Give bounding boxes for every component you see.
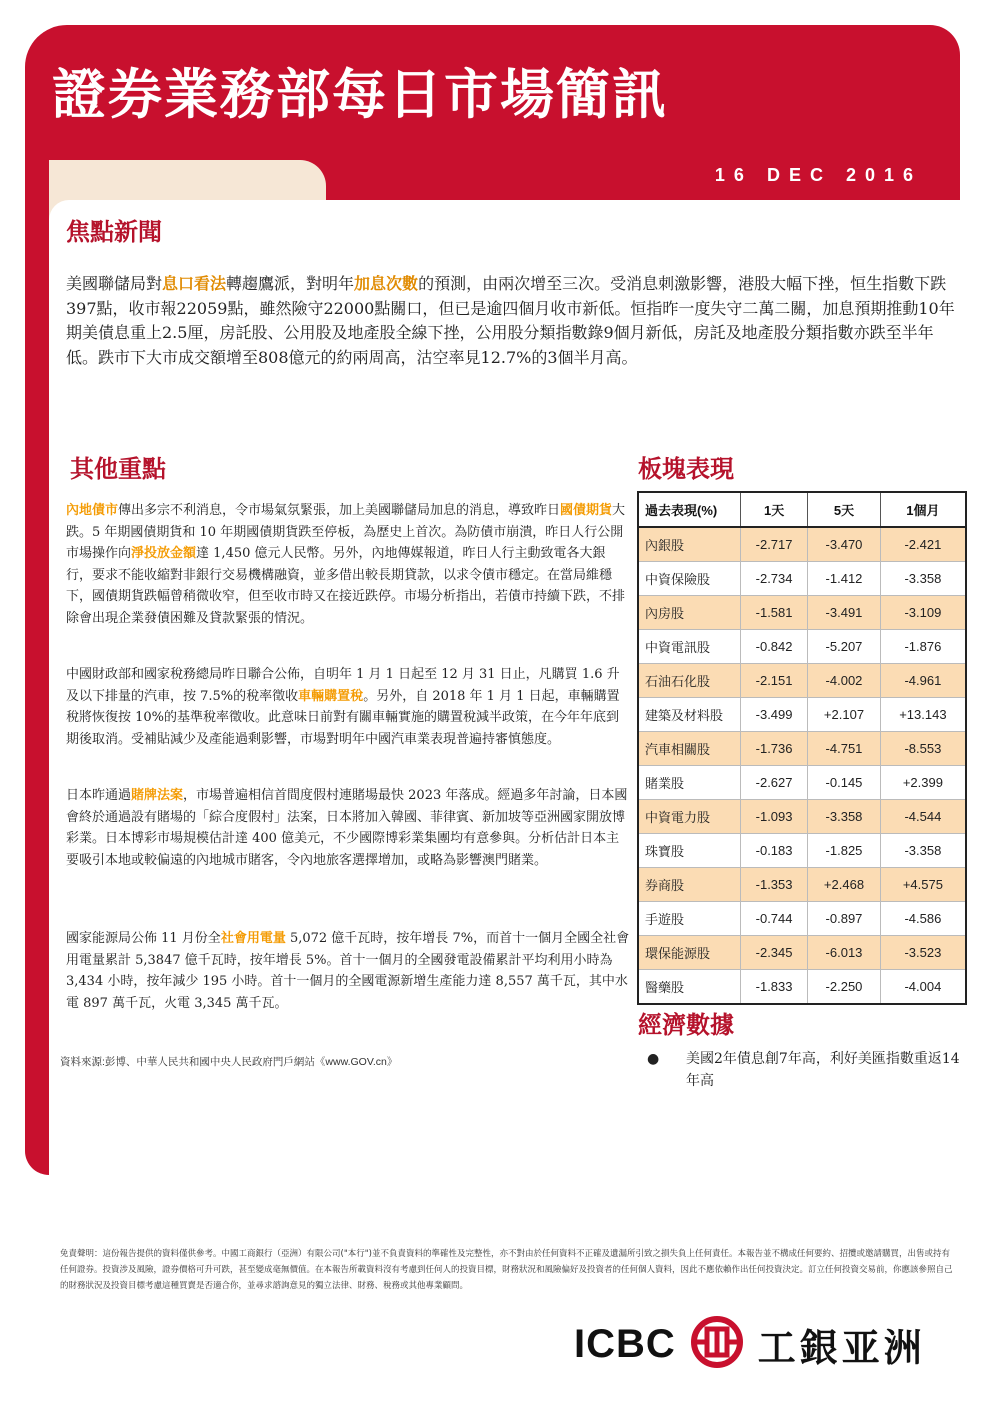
sector-name-cell: 內房股 <box>638 596 741 630</box>
performance-cell: +4.575 <box>880 868 966 902</box>
performance-cell: +2.107 <box>808 698 881 732</box>
performance-cell: +13.143 <box>880 698 966 732</box>
list-item <box>647 1048 967 1092</box>
report-date: 16 DEC 2016 <box>714 165 922 185</box>
performance-cell: -5.207 <box>808 630 881 664</box>
icbc-emblem-icon <box>690 1315 744 1373</box>
performance-cell: -2.717 <box>741 527 808 562</box>
performance-cell: -1.093 <box>741 800 808 834</box>
performance-cell: -2.250 <box>808 970 881 1005</box>
performance-cell: -1.581 <box>741 596 808 630</box>
table-row <box>638 664 966 698</box>
sector-name-cell: 中資電力股 <box>638 800 741 834</box>
performance-cell: -3.109 <box>880 596 966 630</box>
page-title: 證券業務部每日市場簡訊 <box>52 63 668 126</box>
performance-cell: -1.825 <box>808 834 881 868</box>
performance-cell: -1.876 <box>880 630 966 664</box>
performance-cell: -1.412 <box>808 562 881 596</box>
performance-cell: -0.897 <box>808 902 881 936</box>
table-row <box>638 800 966 834</box>
table-row <box>638 732 966 766</box>
performance-cell: -2.345 <box>741 936 808 970</box>
other-highlights-heading: 其他重點 <box>70 455 166 483</box>
performance-cell: -0.183 <box>741 834 808 868</box>
highlight-term: 加息次數 <box>354 274 419 293</box>
table-row <box>638 834 966 868</box>
icbc-logo <box>574 1315 926 1373</box>
left-frame-bar <box>25 150 49 1175</box>
news-paragraph-electricity: 國家能源局公佈 11 月份全社會用電量 5,072 億千瓦時，按年增長 7%，而首十一個月全國全社會用電量累計 5,3847 億千瓦時，按年增長 5%。首十一個月的全國發電設備累計平均利用小時為 3,434 小時，按年減少 195 小時。首十一個月的全國電源新增生產能力達 8,557 萬千瓦，其中水電 897 萬千瓦，火電 3,345 萬千瓦。 <box>66 931 630 1011</box>
performance-cell: -3.358 <box>880 834 966 868</box>
performance-cell: -1.736 <box>741 732 808 766</box>
sector-name-cell: 醫藥股 <box>638 970 741 1005</box>
sector-name-cell: 環保能源股 <box>638 936 741 970</box>
sector-name-cell: 內銀股 <box>638 527 741 562</box>
logo-text-en: ICBC <box>574 1321 676 1366</box>
performance-cell: -2.734 <box>741 562 808 596</box>
table-row <box>638 766 966 800</box>
sector-performance-table <box>637 491 967 1005</box>
column-header: 過去表現(%) <box>638 492 741 527</box>
performance-cell: -4.586 <box>880 902 966 936</box>
performance-cell: -1.353 <box>741 868 808 902</box>
news-paragraph-japan-casino: 日本昨通過賭牌法案，市場普遍相信首間度假村連賭場最快 2023 年落成。經過多年討論，日本國會終於通過設有賭場的「綜合度假村」法案，日本將加入韓國、菲律賓、新加坡等亞洲國家開放博彩業。日本博彩市場規模估計達 400 億美元，不少國際博彩業集團均有意參與。分析估計日本主要吸引本地或較偏遠的內地城市賭客，令內地旅客選擇增加，或略為影響澳門賭業。 <box>66 788 628 868</box>
performance-cell: -4.961 <box>880 664 966 698</box>
table-row <box>638 562 966 596</box>
table-row <box>638 596 966 630</box>
sector-name-cell: 中資電訊股 <box>638 630 741 664</box>
performance-cell: -4.004 <box>880 970 966 1005</box>
focus-news-heading: 焦點新聞 <box>66 218 162 246</box>
sector-name-cell: 手遊股 <box>638 902 741 936</box>
performance-cell: -0.145 <box>808 766 881 800</box>
performance-cell: +2.399 <box>880 766 966 800</box>
column-header: 1個月 <box>880 492 966 527</box>
performance-cell: -6.013 <box>808 936 881 970</box>
column-header: 1天 <box>741 492 808 527</box>
performance-cell: -2.151 <box>741 664 808 698</box>
performance-cell: -4.751 <box>808 732 881 766</box>
table-row <box>638 630 966 664</box>
data-source: 資料來源:彭博、中華人民共和國中央人民政府門戶網站《www.GOV.cn》 <box>60 1056 398 1068</box>
sector-name-cell: 券商股 <box>638 868 741 902</box>
performance-cell: -2.627 <box>741 766 808 800</box>
performance-cell: -8.553 <box>880 732 966 766</box>
disclaimer: 免責聲明：這份報告提供的資料僅供參考。中國工商銀行（亞洲）有限公司("本行")並不負責資料的準確性及完整性，亦不對由於任何資料不正確及遺漏所引致之損失負上任何責任。本報告並不構成任何要約、招攬或邀請購買，出售或持有任何證券。投資涉及風險，證券價格可升可跌，甚至變成毫無價值。在本報告所載資料沒有考慮到任何人的投資目標，財務狀況和風險偏好及投資者的任何個人資料，因此不應依賴作出任何投資決定。訂立任何投資交易前，你應該參照自己的財務狀況及投資目標考慮這種買賣是否適合你，並尋求諮詢意見的獨立法律、財務、稅務或其他專業顧問。 <box>60 1249 953 1291</box>
table-row <box>638 970 966 1005</box>
sector-name-cell: 中資保險股 <box>638 562 741 596</box>
highlight-term: 息口看法 <box>162 274 227 293</box>
performance-cell: -3.491 <box>808 596 881 630</box>
sector-performance-heading: 板塊表現 <box>638 455 734 483</box>
column-header: 5天 <box>808 492 881 527</box>
table-row <box>638 936 966 970</box>
sector-name-cell: 賭業股 <box>638 766 741 800</box>
performance-cell: -3.523 <box>880 936 966 970</box>
sector-name-cell: 建築及材料股 <box>638 698 741 732</box>
performance-cell: -1.833 <box>741 970 808 1005</box>
list-item-text: 美國2年債息創7年高，利好美匯指數重返14年高 <box>686 1051 960 1089</box>
performance-cell: -3.499 <box>741 698 808 732</box>
economic-data-heading: 經濟數據 <box>638 1011 734 1039</box>
news-paragraph-vehicle-tax: 中國財政部和國家稅務總局昨日聯合公佈，自明年 1 月 1 日起至 12 月 31 日止，凡購買 1.6 升及以下排量的汽車，按 7.5%的稅率徵收車輛購置稅。另外，自 2018 年 1 月 1 日起，車輛購置稅將恢復按 10%的基準稅率徵收。此意味日前對有關車輛實施的購置稅減半政策，在今年年底到期後取消。受補貼減少及產能過剩影響，市場對明年中國汽車業表現普遍持審慎態度。 <box>66 667 620 747</box>
bullet-icon: ● <box>647 1051 660 1067</box>
performance-cell: -3.358 <box>880 562 966 596</box>
table-row <box>638 698 966 732</box>
performance-cell: -4.544 <box>880 800 966 834</box>
sector-name-cell: 石油石化股 <box>638 664 741 698</box>
performance-cell: +2.468 <box>808 868 881 902</box>
sector-name-cell: 汽車相關股 <box>638 732 741 766</box>
focus-news-body: 美國聯儲局對息口看法轉趨鷹派，對明年加息次數的預測，由兩次增至三次。受消息刺激影響，港股大幅下挫，恒生指數下跌397點，收市報22059點，雖然險守22000點關口，但已是逾四個月收市新低。恒指昨一度失守二萬二關，加息預期推動10年期美債息重上2.5厘，房託股、公用股及地產股全線下挫，公用股分類指數錄9個月新低，房託及地產股分類指數亦跌至半年低。跌市下大市成交額增至808億元的約兩周高，沽空率見12.7%的3個半月高。 <box>66 274 955 367</box>
sector-name-cell: 珠寶股 <box>638 834 741 868</box>
performance-cell: -3.358 <box>808 800 881 834</box>
table-row <box>638 527 966 562</box>
performance-cell: -0.842 <box>741 630 808 664</box>
table-header-row <box>638 492 966 527</box>
performance-cell: -0.744 <box>741 902 808 936</box>
logo-text-cn: 工銀亚洲 <box>757 1325 926 1370</box>
performance-cell: -2.421 <box>880 527 966 562</box>
performance-cell: -4.002 <box>808 664 881 698</box>
performance-cell: -3.470 <box>808 527 881 562</box>
table-row <box>638 902 966 936</box>
economic-data-list <box>647 1048 967 1092</box>
table-row <box>638 868 966 902</box>
news-paragraph-bonds: 內地債市傳出多宗不利消息，令市場氣氛緊張，加上美國聯儲局加息的消息，導致昨日國債期貨大跌。5 年期國債期貨和 10 年期國債期貨跌至停板，為歷史上首次。為防債市崩潰，昨日人行公開市場操作向淨投放金額達 1,450 億元人民幣。另外，內地傳媒報道，昨日人行主動致電各大銀行，要求不能收縮對非銀行交易機構融資，並多借出較長期貸款，以求令債市穩定。在當局維穩下，國債期貨跌幅曾稍微收窄，但至收市時又在接近跌停。市場分析指出，若債市持續下跌，不排除會出現企業發債困難及貸款緊張的情況。 <box>66 503 626 626</box>
